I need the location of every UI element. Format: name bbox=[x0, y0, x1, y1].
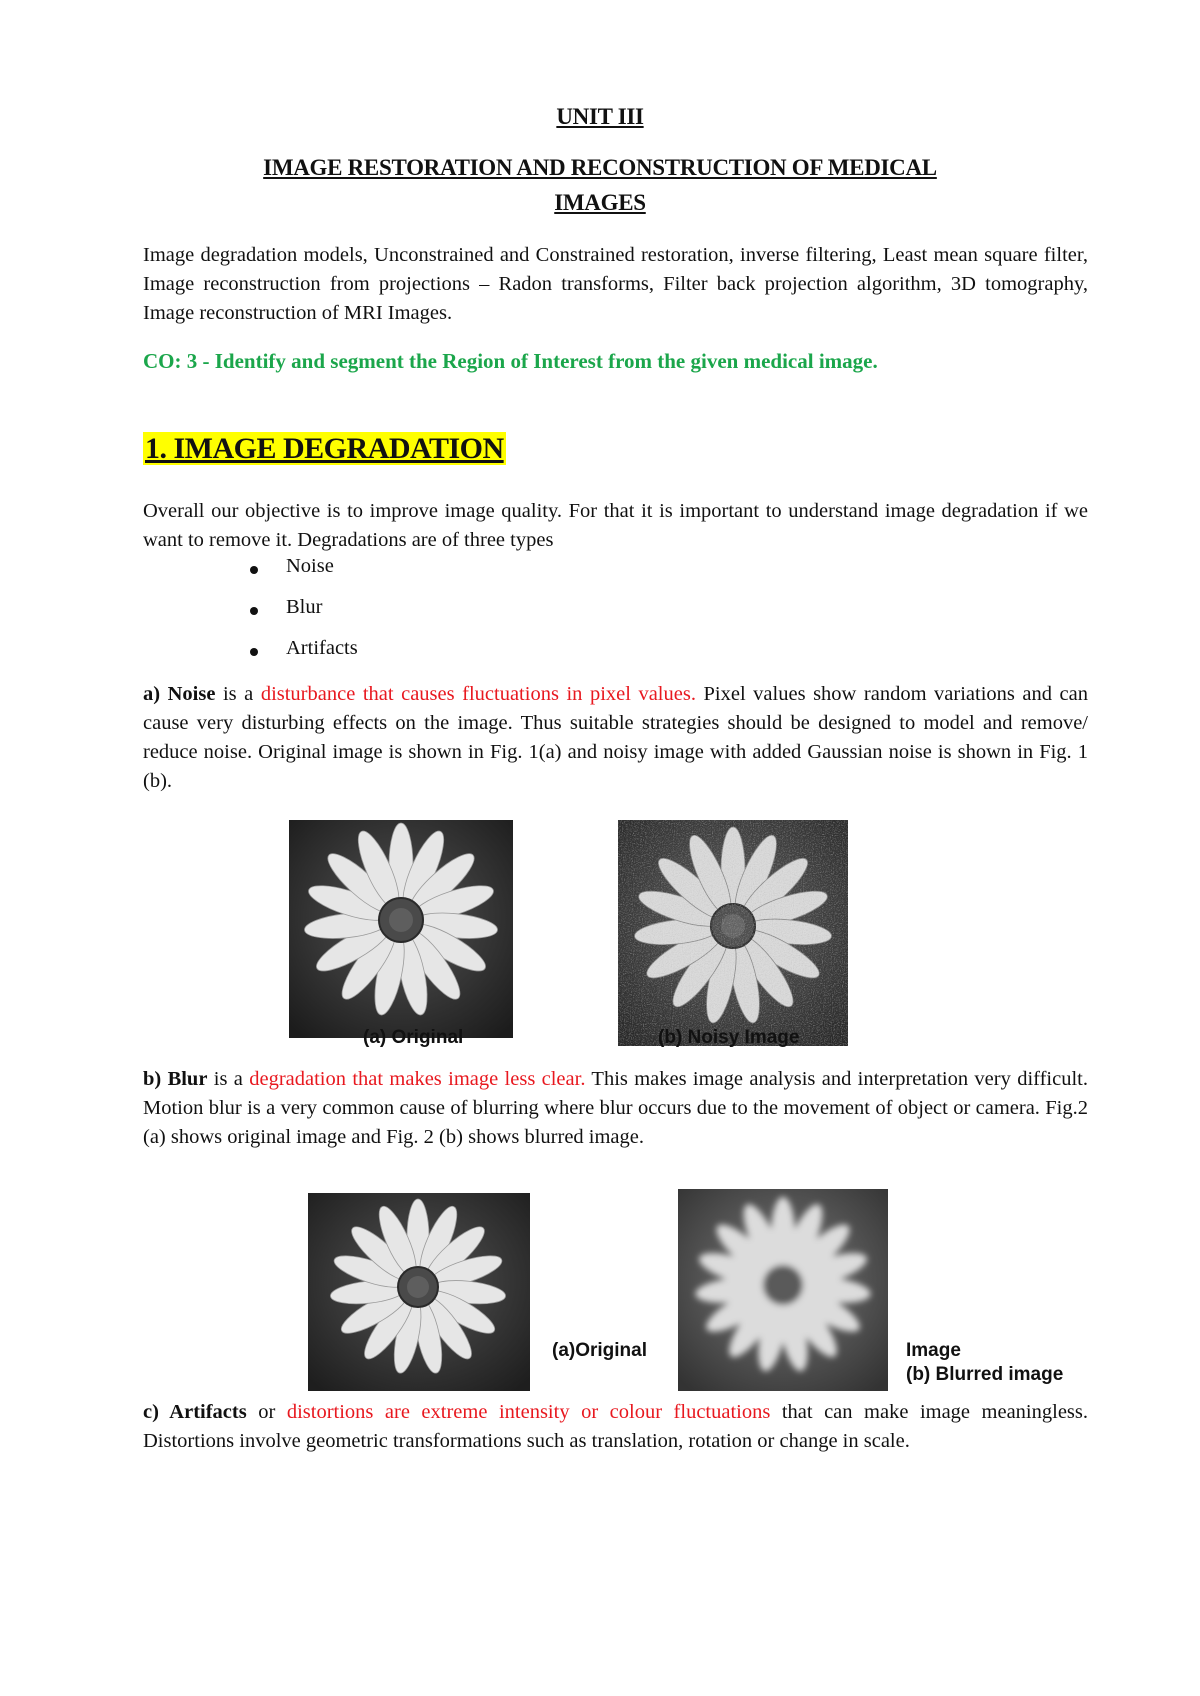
course-outcome: CO: 3 - Identify and segment the Region of Interest from the given medical image. bbox=[143, 349, 878, 373]
list-item: Artifacts bbox=[250, 637, 358, 678]
noise-paragraph: a) Noise is a disturbance that causes fluctuations in pixel values. Pixel values show random variations and can cause very disturbing effects on the image. Thus suitable strategies should be designed to model and remove/ reduce noise. Original image is shown in Fig. 1(a) and noisy image with added Gaussian noise is shown in Fig. 1 (b). bbox=[143, 683, 1088, 792]
degradation-types-list bbox=[250, 555, 358, 678]
noise-label: a) Noise bbox=[143, 683, 216, 705]
figure2-caption-b-line1: Image bbox=[906, 1340, 961, 1361]
figure-noisy-daisy bbox=[618, 820, 848, 1046]
blur-label: b) Blur bbox=[143, 1068, 208, 1090]
figure2-caption-a: (a)Original bbox=[552, 1340, 648, 1361]
list-item: Blur bbox=[250, 596, 358, 637]
syllabus-paragraph: Image degradation models, Unconstrained and Constrained restoration, inverse filtering, Least mean square filter, Image reconstruction from projections – Radon transforms, Filter back projection algorithm, 3D tomography, Image reconstruction of MRI Images. bbox=[143, 244, 1088, 324]
section-heading: 1. IMAGE DEGRADATION bbox=[145, 432, 504, 465]
artifacts-label: c) Artifacts bbox=[143, 1401, 247, 1423]
bullet-icon bbox=[250, 566, 258, 574]
blur-definition: degradation that makes image less clear. bbox=[249, 1068, 586, 1090]
figure-original-daisy-2 bbox=[308, 1193, 530, 1391]
page-title-line1: IMAGE RESTORATION AND RECONSTRUCTION OF MEDICAL bbox=[263, 155, 937, 180]
figure-original-daisy bbox=[289, 820, 513, 1038]
unit-title: UNIT III bbox=[556, 104, 644, 129]
artifacts-definition: distortions are extreme intensity or colour fluctuations bbox=[286, 1401, 771, 1423]
figure1-caption-a: (a) Original bbox=[363, 1027, 464, 1048]
bullet-icon bbox=[250, 648, 258, 656]
list-item: Noise bbox=[250, 555, 358, 596]
intro-paragraph: Overall our objective is to improve image quality. For that it is important to understand image degradation if we want to remove it. Degradations are of three types bbox=[143, 500, 1088, 551]
figure1-caption-b: (b) Noisy Image bbox=[658, 1027, 800, 1048]
blur-paragraph: b) Blur is a degradation that makes image less clear. This makes image analysis and interpretation very difficult. Motion blur is a very common cause of blurring where blur occurs due to the movement of object or camera. Fig.2 (a) shows original image and Fig. 2 (b) shows blurred image. bbox=[143, 1068, 1088, 1148]
artifacts-paragraph: c) Artifacts or distortions are extreme intensity or colour fluctuations that can make image meaningless. Distortions involve geometric transformations such as translation, rotation or change in scale. bbox=[143, 1401, 1089, 1452]
noise-definition: disturbance that causes fluctuations in pixel values. bbox=[260, 683, 696, 705]
figure-blurred-daisy bbox=[678, 1189, 888, 1391]
figure2-caption-b-line2: (b) Blurred image bbox=[906, 1364, 1064, 1385]
bullet-icon bbox=[250, 607, 258, 615]
page-title-line2: IMAGES bbox=[554, 190, 646, 215]
